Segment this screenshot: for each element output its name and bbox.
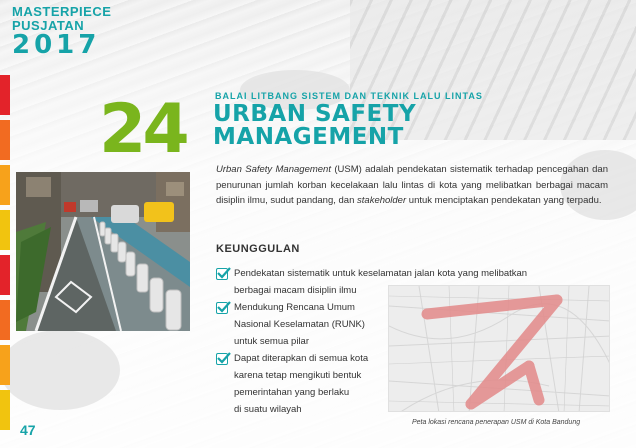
location-map [388,285,610,412]
color-strip-amber [0,165,10,205]
map-caption: Peta lokasi rencana penerapan USM di Kota Bandung [412,419,581,426]
check-icon [216,268,228,280]
check-icon [216,302,228,314]
header-year: 2017 [12,30,101,60]
color-strip-orange [0,120,10,160]
page-number: 47 [20,422,36,438]
color-strip-red [0,75,10,115]
article-category: BALAI LITBANG SISTEM DAN TEKNIK LALU LINTAS [215,91,483,101]
advantage-text-1-line2: berbagai macam disiplin ilmu [234,285,357,296]
color-strip-amber [0,345,10,385]
article-number: 24 [99,90,186,169]
intro-term-2: stakeholder [357,195,407,206]
article-title-line2: MANAGEMENT [213,124,404,150]
intro-text-1: (USM) adalah pendekatan sistematik terhadap pencegahan dan penurunan jumlah korban kecelakaan lalu lintas di kota yang melibatkan berbagai macam disiplin ilmu, sudut pandang, dan [216,164,608,206]
advantage-text-3-line3: pemerintahan yang berlaku [234,387,350,398]
advantage-text-2-line1: Mendukung Rencana Umum [234,302,355,313]
header-pusjatan: PUSJATAN [12,18,85,33]
color-strip-yellow [0,390,10,430]
color-strip-orange [0,300,10,340]
advantage-text-2-line3: untuk semua pilar [234,336,309,347]
intro-text-2: untuk menciptakan pendekatan yang terpadu. [406,195,602,206]
header-masterpiece: MASTERPIECE [12,4,112,19]
background-tree [0,330,120,410]
advantage-text-1-line1: Pendekatan sistematik untuk keselamatan jalan kota yang melibatkan [234,268,528,279]
street-photo [16,172,190,331]
article-title-line1: URBAN SAFETY [213,101,417,127]
check-icon [216,353,228,365]
advantage-text-3-line2: karena tetap mengikuti bentuk [234,370,362,381]
advantage-text-3-line4: di suatu wilayah [234,404,302,415]
advantages-heading: KEUNGGULAN [216,243,300,255]
intro-term: Urban Safety Management [216,164,331,175]
advantage-text-3-line1: Dapat diterapkan di semua kota [234,353,369,364]
color-strip-yellow [0,210,10,250]
advantage-text-2-line2: Nasional Keselamatan (RUNK) [234,319,365,330]
intro-paragraph [216,162,608,209]
color-strip-red [0,255,10,295]
